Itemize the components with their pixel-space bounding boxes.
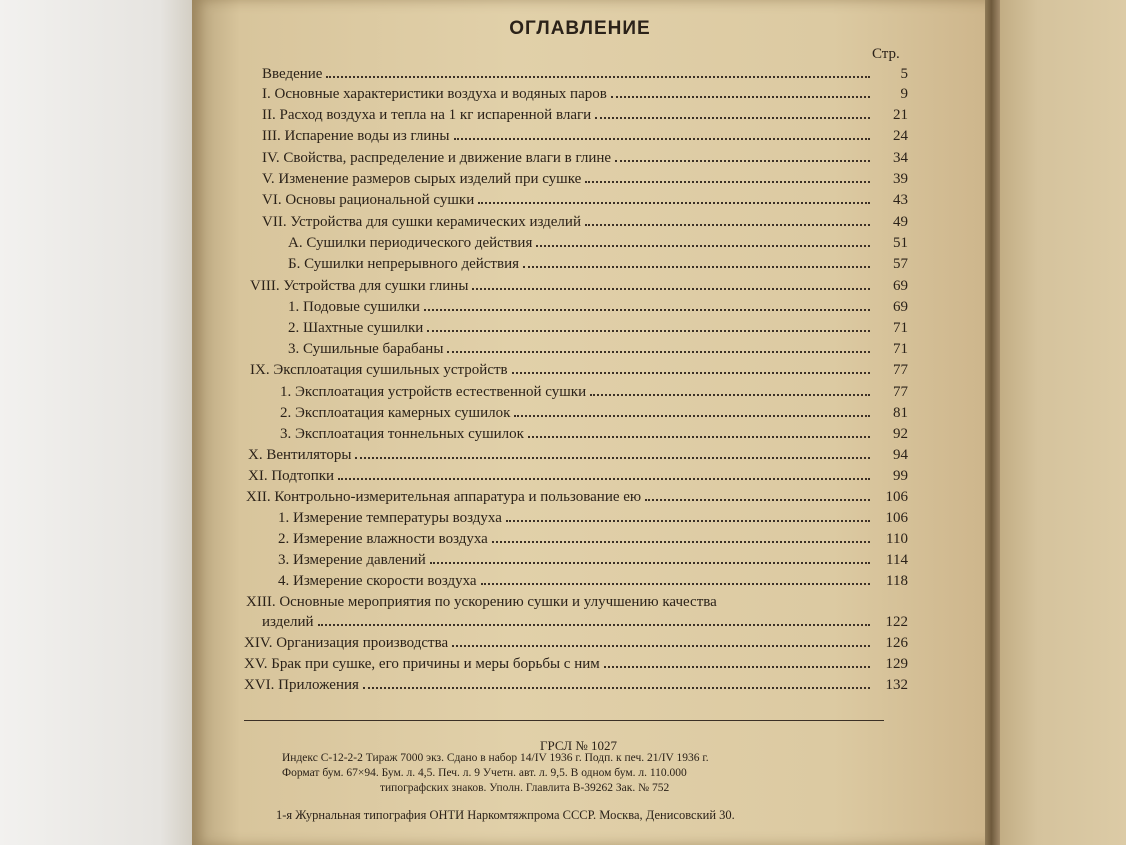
toc-entry [288, 254, 908, 274]
leader-dots [585, 181, 870, 183]
toc-entry-label: XI. Подтопки [248, 468, 335, 484]
toc-entry-page: 94 [893, 447, 908, 463]
toc-entry [288, 297, 908, 317]
toc-entry-label: 4. Измерение скорости воздуха [278, 573, 477, 589]
imprint-line: Формат бум. 67×94. Бум. л. 4,5. Печ. л. 9 Учетн. авт. л. 9,5. В одном бум. л. 110.000 [282, 767, 687, 779]
toc-entry [278, 550, 908, 570]
toc-entry-label: VI. Основы рациональной сушки [262, 192, 475, 208]
toc-entry-page: 81 [893, 405, 908, 421]
toc-entry-label: IV. Свойства, распределение и движение влаги в глине [262, 150, 612, 166]
toc-entry [288, 318, 908, 338]
leader-dots [523, 266, 870, 268]
leader-dots [447, 351, 870, 353]
toc-entry [262, 612, 908, 632]
leader-dots [645, 499, 870, 501]
toc-entry-page: 43 [893, 192, 908, 208]
imprint-line: Индекс С-12-2-2 Тираж 7000 экз. Сдано в набор 14/IV 1936 г. Подп. к печ. 21/IV 1936 г. [282, 752, 709, 764]
toc-entry-label: 3. Эксплоатация тоннельных сушилок [280, 426, 524, 442]
toc-entry [248, 466, 908, 486]
toc-entry [244, 654, 908, 674]
leader-dots [326, 76, 870, 78]
leader-dots [514, 415, 870, 417]
toc-entry-label: 1. Эксплоатация устройств естественной сушки [280, 384, 587, 400]
toc-entry [262, 148, 908, 168]
toc-entry-page: 69 [893, 299, 908, 315]
leader-dots [452, 645, 870, 647]
toc-entry [262, 84, 908, 104]
leader-dots [595, 117, 870, 119]
leader-dots [481, 583, 870, 585]
toc-entry-label: VIII. Устройства для сушки глины [250, 278, 469, 294]
toc-entry-page: 71 [893, 320, 908, 336]
toc-entry-label: XIV. Организация производства [244, 635, 449, 651]
leader-dots [454, 138, 871, 140]
imprint-line: типографских знаков. Уполн. Главлита В-39262 Зак. № 752 [380, 782, 670, 794]
leader-dots [472, 288, 870, 290]
toc-entry-page: 132 [885, 677, 908, 693]
leader-dots [355, 457, 870, 459]
toc-entry-label: IX. Эксплоатация сушильных устройств [250, 362, 508, 378]
toc-entry [288, 339, 908, 359]
toc-entry-page: 106 [885, 510, 908, 526]
toc-entry-label: VII. Устройства для сушки керамических изделий [262, 214, 581, 230]
toc-entry-page: 34 [893, 150, 908, 166]
book-spine [985, 0, 1001, 845]
toc-entry-label: XII. Контрольно-измерительная аппаратура и пользование ею [246, 489, 642, 505]
toc-entry-page: 106 [885, 489, 908, 505]
toc-entry-label: I. Основные характеристики воздуха и водяных паров [262, 86, 607, 102]
toc-entry-page: 122 [885, 614, 908, 630]
page-title: ОГЛАВЛЕНИЕ [509, 18, 651, 39]
toc-entry [262, 105, 908, 125]
leader-dots [338, 478, 870, 480]
toc-entry [246, 487, 908, 507]
toc-entry [250, 360, 908, 380]
toc-entry-page: 110 [886, 531, 908, 547]
toc-entry [246, 592, 908, 612]
toc-entry-page: 21 [893, 107, 908, 123]
toc-entry-page: 5 [900, 66, 908, 82]
leader-dots [478, 202, 870, 204]
toc-entry-page: 39 [893, 171, 908, 187]
leader-dots [528, 436, 870, 438]
toc-entry [278, 529, 908, 549]
toc-entry-label: 1. Подовые сушилки [288, 299, 420, 315]
toc-entry-page: 69 [893, 278, 908, 294]
background-surface [0, 0, 200, 845]
toc-entry-page: 77 [893, 384, 908, 400]
leader-dots [585, 224, 870, 226]
toc-entry-page: 9 [900, 86, 908, 102]
toc-entry [278, 508, 908, 528]
leader-dots [611, 96, 870, 98]
toc-entry [244, 633, 908, 653]
page-column-label: Стр. [872, 46, 900, 62]
toc-entry-label: Введение [262, 66, 323, 82]
toc-entry [262, 126, 908, 146]
toc-entry-label: II. Расход воздуха и тепла на 1 кг испаренной влаги [262, 107, 592, 123]
toc-entry-label: III. Испарение воды из глины [262, 128, 450, 144]
leader-dots [590, 394, 870, 396]
toc-entry-page: 129 [885, 656, 908, 672]
leader-dots [536, 245, 870, 247]
toc-entry [262, 212, 908, 232]
toc-entry-label: А. Сушилки периодического действия [288, 235, 533, 251]
imprint-grsl: ГРСЛ № 1027 [540, 738, 617, 753]
toc-entry-label: XIII. Основные мероприятия по ускорению сушки и улучшению качества [246, 594, 717, 610]
toc-entry-label: 2. Измерение влажности воздуха [278, 531, 488, 547]
toc-entry [262, 169, 908, 189]
toc-entry-label: 2. Шахтные сушилки [288, 320, 424, 336]
toc-entry-label: 3. Измерение давлений [278, 552, 426, 568]
toc-entry-label: изделий [262, 614, 314, 630]
toc-entry [262, 190, 908, 210]
toc-entry-label: 1. Измерение температуры воздуха [278, 510, 502, 526]
leader-dots [427, 330, 870, 332]
toc-entry-page: 57 [893, 256, 908, 272]
toc-entry-page: 99 [893, 468, 908, 484]
toc-entry-label: XV. Брак при сушке, его причины и меры борьбы с ним [244, 656, 600, 672]
toc-entry-label: V. Изменение размеров сырых изделий при сушке [262, 171, 582, 187]
toc-entry-label: Б. Сушилки непрерывного действия [288, 256, 519, 272]
toc-entry [280, 403, 908, 423]
leader-dots [615, 160, 870, 162]
leader-dots [430, 562, 870, 564]
imprint-printer: 1-я Журнальная типография ОНТИ Наркомтяжпрома СССР. Москва, Денисовский 30. [276, 808, 735, 822]
leader-dots [318, 624, 870, 626]
toc-entry [248, 445, 908, 465]
toc-entry [288, 233, 908, 253]
toc-entry-page: 126 [885, 635, 908, 651]
leader-dots [363, 687, 870, 689]
toc-entry-page: 114 [886, 552, 908, 568]
toc-entry [280, 382, 908, 402]
toc-entry-page: 118 [886, 573, 908, 589]
leader-dots [424, 309, 870, 311]
toc-entry [244, 675, 908, 695]
toc-entry-page: 49 [893, 214, 908, 230]
toc-entry-label: X. Вентиляторы [248, 447, 352, 463]
toc-entry-label: 2. Эксплоатация камерных сушилок [280, 405, 511, 421]
toc-entry-page: 92 [893, 426, 908, 442]
leader-dots [506, 520, 870, 522]
toc-entry-page: 71 [893, 341, 908, 357]
leader-dots [512, 372, 870, 374]
toc-entry [280, 424, 908, 444]
toc-entry [278, 571, 908, 591]
toc-entry-label: XVI. Приложения [244, 677, 359, 693]
leader-dots [604, 666, 870, 668]
toc-entry-page: 24 [893, 128, 908, 144]
imprint-divider [244, 720, 884, 721]
facing-page-edge [1000, 0, 1126, 845]
toc-entry [250, 276, 908, 296]
toc-entry [262, 64, 908, 84]
toc-entry-page: 51 [893, 235, 908, 251]
leader-dots [492, 541, 870, 543]
toc-entry-page: 77 [893, 362, 908, 378]
toc-entry-label: 3. Сушильные барабаны [288, 341, 444, 357]
